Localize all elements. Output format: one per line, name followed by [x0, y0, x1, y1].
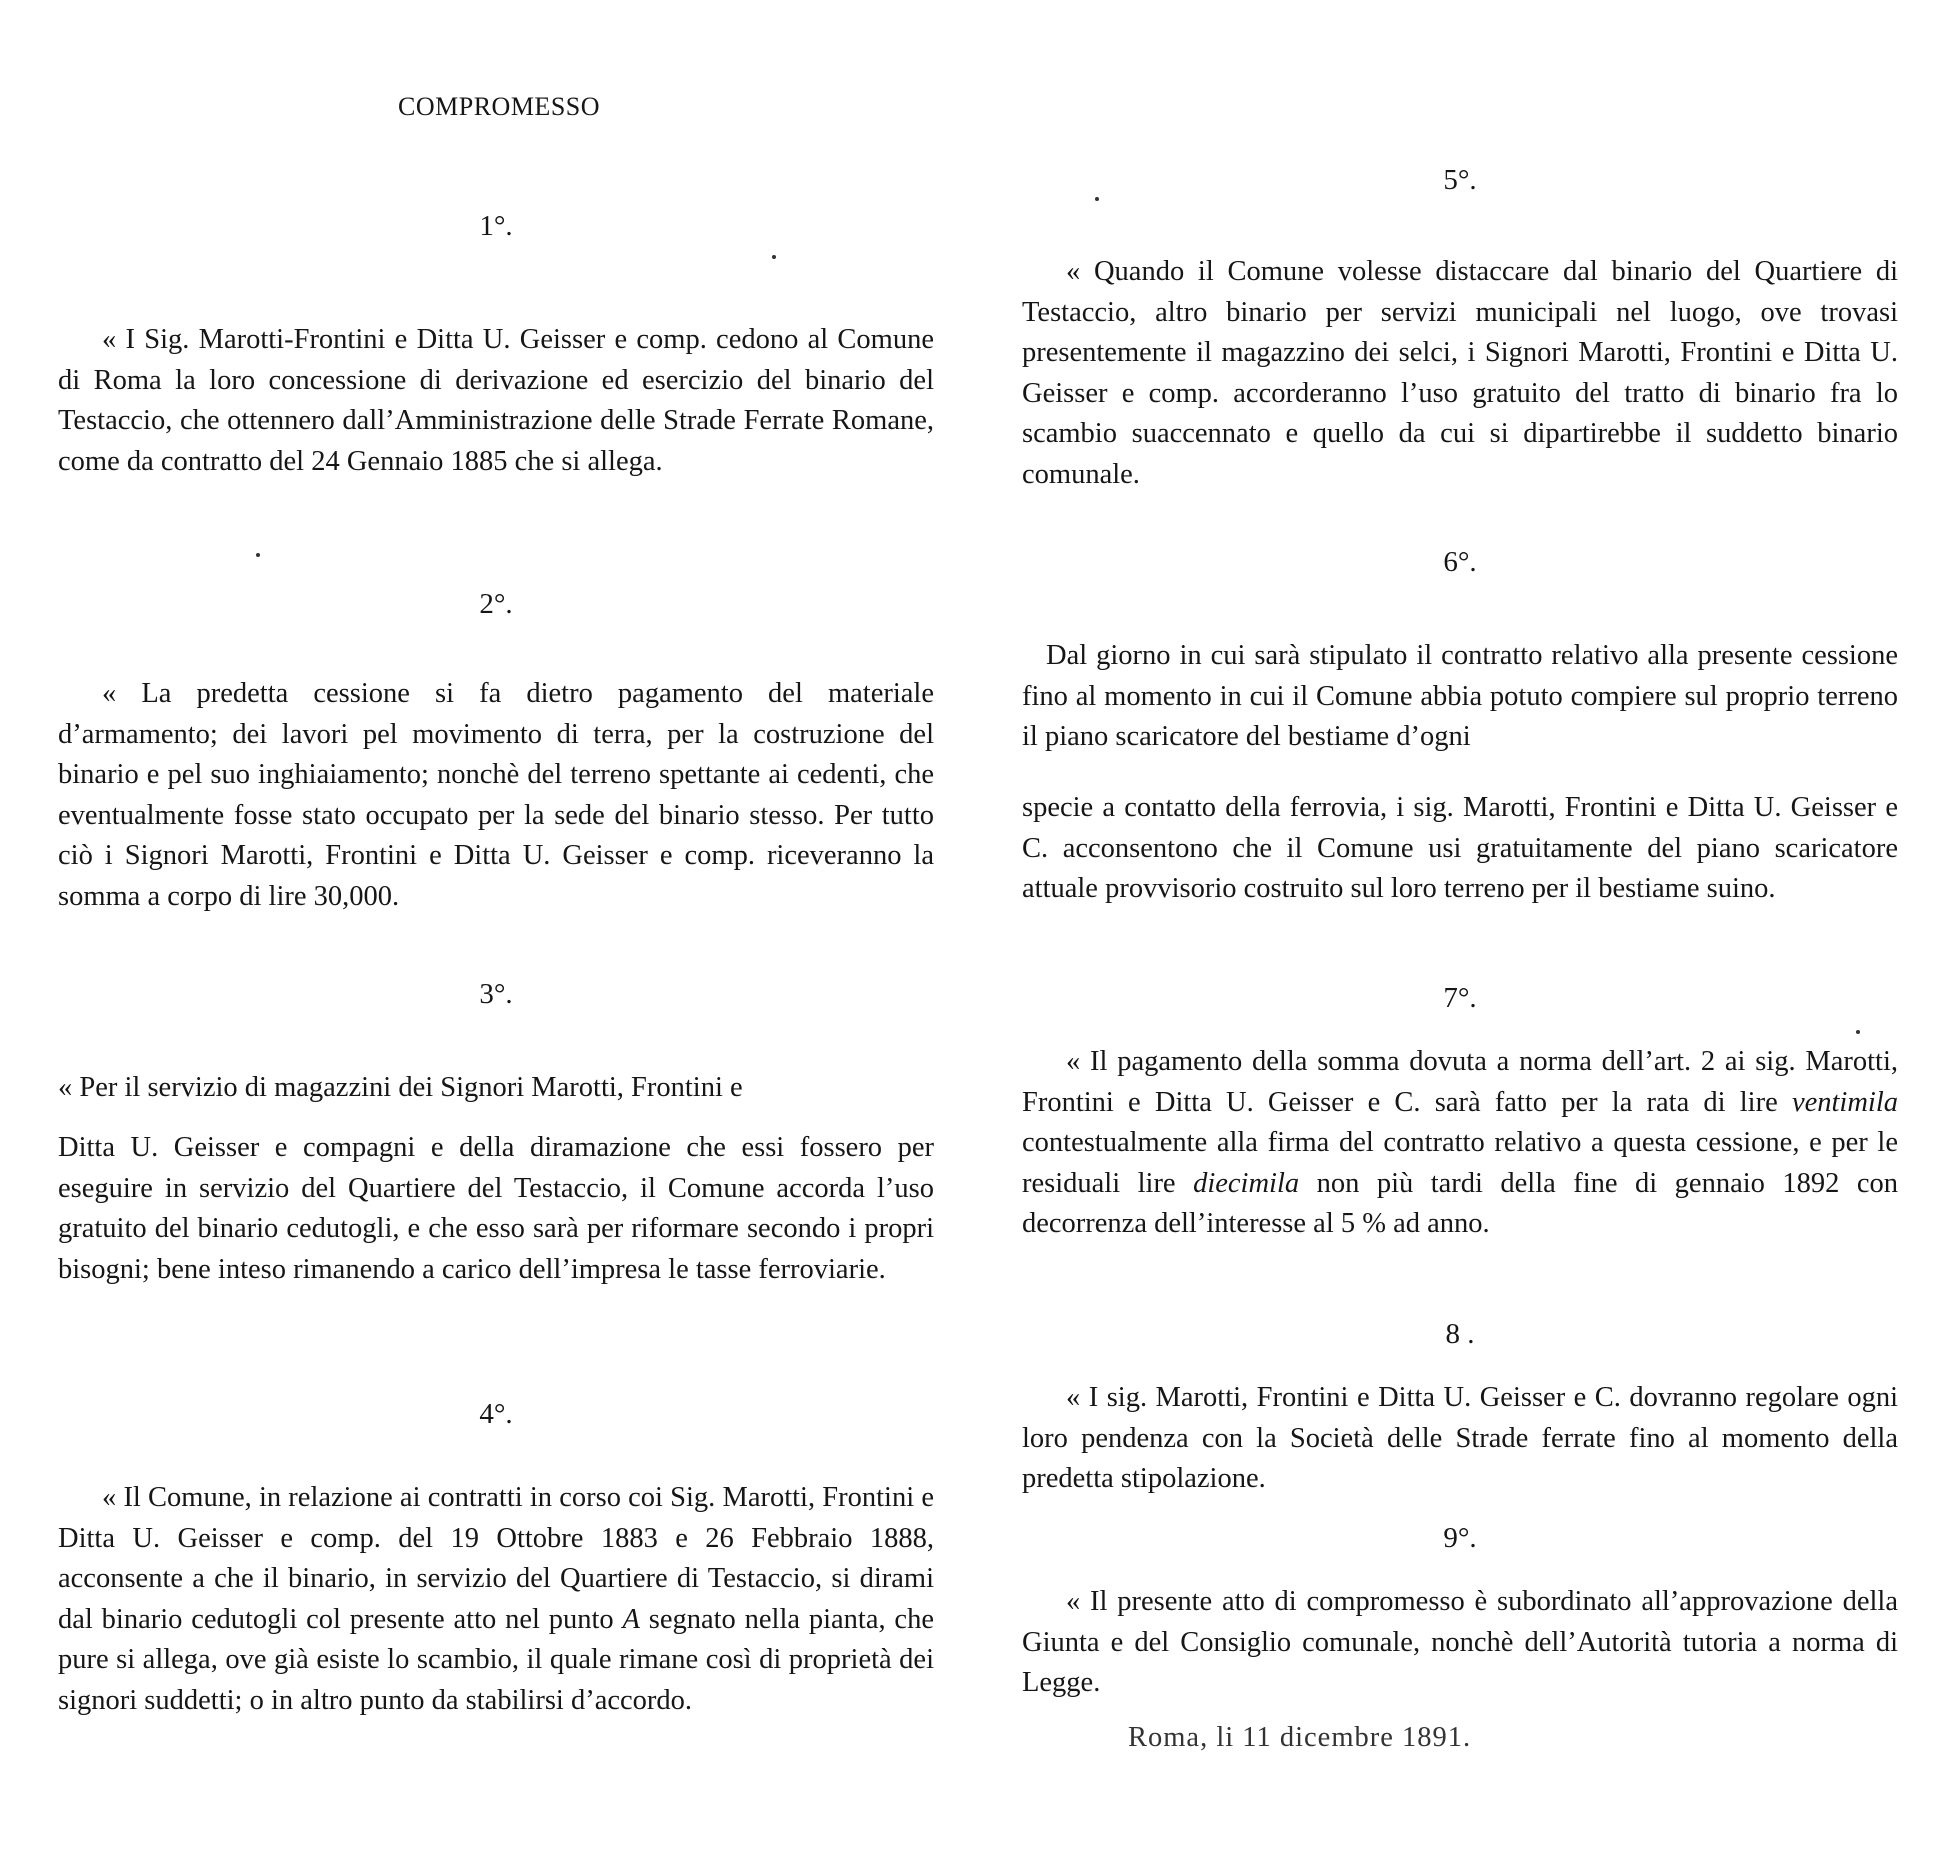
amount-diecimila: diecimila — [1193, 1167, 1300, 1199]
scan-speck — [1856, 1030, 1860, 1034]
article-7-text — [1022, 1042, 1898, 1245]
article-8-heading: 8 . — [1445, 1318, 1475, 1350]
article-2-heading: 2°. — [479, 588, 513, 620]
article-7-text-part-1: « Il pagamento della somma dovuta a norma dell’art. 2 ai sig. Marotti, Frontini e Ditta U. Geisser e C. sarà fatto per la rata di lire — [1022, 1046, 1898, 1118]
article-4-text-part-2: segnato nella pianta, che pure si allega, ove già esiste lo scambio, il quale rimane così di proprietà dei signori suddetti; o in altro punto da stabilirsi d’accordo. — [58, 1603, 934, 1716]
scan-speck — [772, 255, 776, 259]
article-9-text: « Il presente atto di compromesso è subordinato all’approvazione della Giunta e del Consiglio comunale, nonchè dell’Autorità tutoria a norma di Legge. — [1022, 1586, 1898, 1698]
place-and-date: Roma, li 11 dicembre 1891. — [1128, 1722, 1472, 1753]
amount-ventimila: ventimila — [1791, 1086, 1898, 1118]
article-4-text — [58, 1478, 934, 1721]
article-7-text-part-3: non più tardi della fine di gennaio 1892 con decorrenza dell’interesse al 5 % ad anno. — [1022, 1167, 1898, 1239]
right-column — [1022, 0, 1898, 1854]
article-2-text: « La predetta cessione si fa dietro pagamento del materiale d’armamento; dei lavori pel movimento di terra, per la costruzione del binario e pel suo inghiaiamento; nonchè del terreno spettante ai cedenti, che eventualmente fosse stato occupato per la sede del binario stesso. Per tutto ciò i Signori Marotti, Frontini e Ditta U. Geisser e comp. riceveranno la somma a corpo di lire 30,000. — [58, 678, 934, 912]
article-7-heading: 7°. — [1443, 982, 1477, 1014]
scan-speck — [1095, 197, 1099, 201]
left-column — [58, 0, 934, 1854]
scan-speck — [256, 553, 260, 557]
article-3-text: Ditta U. Geisser e compagni e della diramazione che essi fossero per eseguire in servizio del Quartiere del Testaccio, il Comune accorda l’uso gratuito del binario cedutogli, e che esso sarà per riformare secondo i propri bisogni; bene inteso rimanendo a carico dell’impresa le tasse ferroviarie. — [58, 1132, 934, 1285]
article-5-text: « Quando il Comune volesse distaccare dal binario del Quartiere di Testaccio, altro binario per servizi municipali nel luogo, ove trovasi presentemente il magazzino dei selci, i Signori Marotti, Frontini e Ditta U. Geisser e comp. accorderanno l’uso gratuito del tratto di binario fra lo scambio suaccennato e quello da cui si dipartirebbe il suddetto binario comunale. — [1022, 256, 1898, 490]
article-4-text-part-1: « Il Comune, in relazione ai contratti in corso coi Sig. Marotti, Frontini e Ditta U. Geisser e comp. del 19 Ottobre 1883 e 26 Febbraio 1888, acconsente a che il binario, in servizio del Quartiere di Testaccio, si dirami dal binario cedutogli col presente atto nel punto — [58, 1482, 934, 1635]
article-6-heading: 6°. — [1443, 546, 1477, 578]
article-7-text-part-2: contestualmente alla firma del contratto relativo a questa cessione, e per le residuali lire — [1022, 1127, 1898, 1199]
article-3-heading: 3°. — [479, 978, 513, 1010]
article-8-text: « I sig. Marotti, Frontini e Ditta U. Geisser e C. dovranno regolare ogni loro pendenza con la Società delle Strade ferrate fino al momento della predetta stipolazione. — [1022, 1382, 1898, 1494]
document-title: COMPROMESSO — [398, 92, 601, 121]
article-6-text-part-1: Dal giorno in cui sarà stipulato il contratto relativo alla presente cessione fino al momento in cui il Comune abbia potuto compiere sul proprio terreno il piano scaricatore del bestiame d’ogni — [1022, 640, 1898, 752]
article-3-text-line-1: « Per il servizio di magazzini dei Signori Marotti, Frontini e — [58, 1072, 743, 1103]
article-9-heading: 9°. — [1443, 1522, 1477, 1554]
article-4-heading: 4°. — [479, 1398, 513, 1430]
article-1-heading: 1°. — [479, 210, 513, 242]
point-a-label: A — [622, 1603, 640, 1635]
article-1-text: « I Sig. Marotti-Frontini e Ditta U. Geisser e comp. cedono al Comune di Roma la loro concessione di derivazione ed esercizio del binario del Testaccio, che ottennero dall’Amministrazione delle Strade Ferrate Romane, come da contratto del 24 Gennaio 1885 che si allega. — [58, 324, 934, 477]
article-6-text-part-2: specie a contatto della ferrovia, i sig. Marotti, Frontini e Ditta U. Geisser e C. acconsentono che il Comune usi gratuitamente del piano scaricatore attuale provvisorio costruito sul loro terreno per il bestiame suino. — [1022, 792, 1898, 904]
article-5-heading: 5°. — [1443, 164, 1477, 196]
